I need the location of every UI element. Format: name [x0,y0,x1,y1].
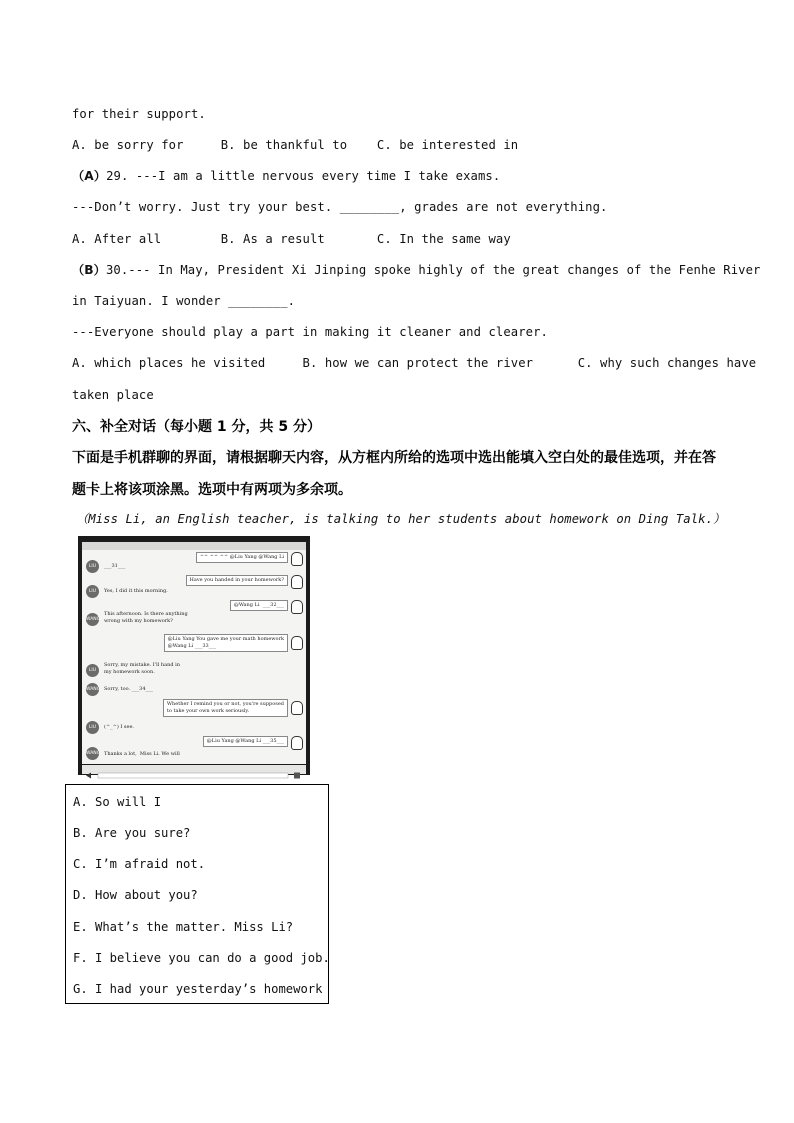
q30-question [72,261,760,278]
chat-bubble: Have you handed in your homework? [186,575,289,586]
chat-bubble: Sorry, too. ___34___ [104,686,154,692]
options-box [65,784,329,1004]
section-instruction-1: 下面是手机群聊的界面，请根据聊天内容，从方框内所给的选项中选出能填入空白处的最佳选项，并在答 [72,450,716,466]
line-support: for their support. [72,107,206,121]
q30-answer: （B） [72,263,106,277]
student-avatar: LIU [86,721,99,734]
student-avatar: WANG [86,613,99,626]
chat-bubble: This afternoon. Is there anything wrong with my homework? [104,611,188,624]
student-avatar: WANG [86,747,99,760]
teacher-avatar [291,701,303,715]
status-bar [82,542,306,550]
option-a: A. So will I [73,795,162,809]
chat-bubble: @Liu Yang You gave me your math homework @Wang Li ___33___ [164,634,288,652]
student-avatar: LIU [86,585,99,598]
student-avatar: WANG [86,683,99,696]
q30-options-continued: taken place [72,388,154,402]
q28-options: A. be sorry for B. be thankful to C. be interested in [72,138,519,152]
q30-reply: ---Everyone should play a part in making it cleaner and clearer. [72,325,548,339]
phone-screenshot [78,536,310,775]
chat-screen [82,542,306,764]
option-g: G. I had your yesterday’s homework [73,982,323,996]
input-bar-icon [82,771,306,780]
q29-question [72,167,500,184]
section-context: （Miss Li, an English teacher, is talking to her students about homework on Ding Talk.） [76,512,726,526]
chat-bubble: ^^ ^^ ^^ @Liu Yang @Wang Li [196,552,288,563]
chat-bubble: Thanks a lot, Miss Li. We will [104,751,180,757]
q29-options: A. After all B. As a result C. In the same way [72,232,511,246]
chat-input-bar [82,765,306,774]
q30-text: 30.--- In May, President Xi Jinping spoke highly of the great changes of the Fenhe River [105,263,761,277]
chat-bubble: Whether I remind you or not, you're supposed to take your own work seriously. [163,699,288,717]
q30-continued: in Taiyuan. I wonder ________. [72,294,296,308]
chat-bubble: ___31___ [104,563,126,569]
chat-bubble: Sorry, my mistake. I'll hand in my homework soon. [104,662,180,675]
section-title: 六、补全对话（每小题 1 分，共 5 分） [72,419,321,435]
teacher-avatar [291,575,303,589]
student-avatar: LIU [86,560,99,573]
chat-bubble: (^_^) I see. [104,724,135,730]
teacher-avatar [291,736,303,750]
option-b: B. Are you sure? [73,826,191,840]
option-f: F. I believe you can do a good job. [73,951,330,965]
teacher-avatar [291,552,303,566]
option-e: E. What’s the matter. Miss Li? [73,920,294,934]
chat-bubble: @Liu Yang @Wang Li ___35___ [203,736,288,747]
option-c: C. I’m afraid not. [73,857,206,871]
teacher-avatar [291,636,303,650]
option-d: D. How about you? [73,888,198,902]
q29-answer: （A） [72,169,107,183]
teacher-avatar [291,600,303,614]
q30-options: A. which places he visited B. how we can protect the river C. why such changes have [72,356,757,370]
student-avatar: LIU [86,664,99,677]
q29-text: 29. ---I am a little nervous every time I take exams. [106,169,501,183]
section-instruction-2: 题卡上将该项涂黑。选项中有两项为多余项。 [72,482,352,498]
chat-bubble: Yes, I did it this morning. [104,588,168,594]
q29-reply: ---Don’t worry. Just try your best. ________, grades are not everything. [72,200,608,214]
chat-bubble: @Wang Li ___32___ [230,600,288,611]
